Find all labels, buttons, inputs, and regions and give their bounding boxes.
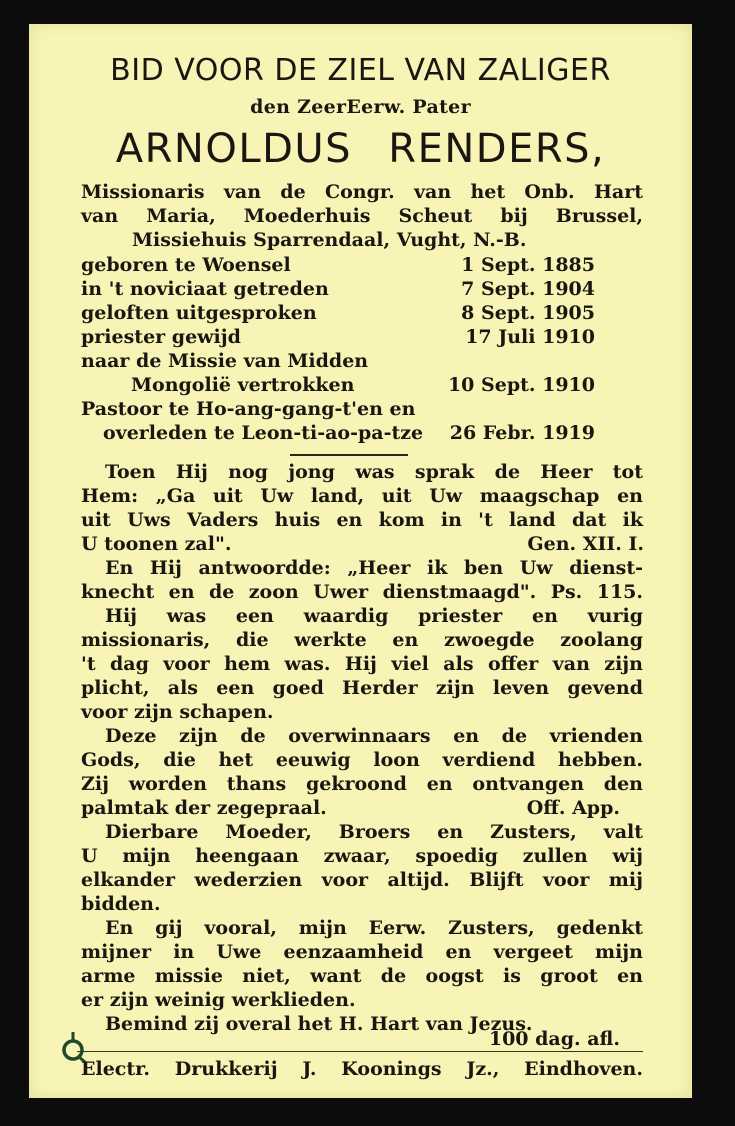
footer-rule xyxy=(77,1051,643,1052)
text-line: U mijn heengaan zwaar, spoedig zullen wij xyxy=(81,845,643,867)
text-line: arme missie niet, want de oogst is groot en xyxy=(81,965,643,987)
event-row xyxy=(81,301,643,325)
card-subheading: den ZeerEerw. Pater xyxy=(250,96,471,118)
event-label: overleden te Leon-ti-ao-pa-tze xyxy=(103,422,424,444)
event-label: Mongolië vertrokken xyxy=(131,374,355,396)
event-label: naar de Missie van Midden xyxy=(81,350,369,372)
bio-line: Missionaris van de Congr. van het Onb. Hart xyxy=(81,181,643,203)
event-date: 7 Sept. 1904 xyxy=(461,278,595,300)
text-line: plicht, als een goed Herder zijn leven gevend xyxy=(81,677,643,699)
event-label: geloften uitgesproken xyxy=(81,302,317,324)
text-line: mijner in Uwe eenzaamheid en vergeet mijn xyxy=(81,941,643,963)
event-date: 10 Sept. 1910 xyxy=(447,374,595,396)
text-line: Hem: „Ga uit Uw land, uit Uw maagschap en xyxy=(81,485,643,507)
event-label: in 't noviciaat getreden xyxy=(81,278,329,300)
event-label: Pastoor te Ho-ang-gang-t'en en xyxy=(81,398,416,420)
event-date: 1 Sept. 1885 xyxy=(461,254,595,276)
separator-rule xyxy=(290,454,408,456)
event-row xyxy=(81,421,643,445)
event-date: 26 Febr. 1919 xyxy=(449,422,595,444)
text-line: 't dag voor hem was. Hij viel als offer van zijn xyxy=(81,653,643,675)
event-row xyxy=(81,325,643,349)
printer-imprint: Electr. Drukkerij J. Koonings Jz., Eindhoven. xyxy=(81,1058,643,1080)
event-row xyxy=(81,349,643,373)
text-line: U toonen zal". xyxy=(81,533,232,555)
text-line: missionaris, die werkte en zwoegde zoolang xyxy=(81,629,643,651)
event-row xyxy=(81,277,643,301)
text-line: Deze zijn de overwinnaars en de vrienden xyxy=(105,725,643,747)
event-row xyxy=(81,253,643,277)
bio-line: Missiehuis Sparrendaal, Vught, N.-B. xyxy=(132,229,527,251)
text-line: palmtak der zegepraal. xyxy=(81,797,327,819)
text-line: Toen Hij nog jong was sprak de Heer tot xyxy=(105,461,643,483)
text-line: Hij was een waardig priester en vurig xyxy=(105,605,643,627)
text-line: knecht en de zoon Uwer dienstmaagd". Ps. 115. xyxy=(81,581,643,603)
text-line: Gods, die het eeuwig loon verdiend hebben. xyxy=(81,749,643,771)
text-line: Zij worden thans gekroond en ontvangen den xyxy=(81,773,643,795)
event-date: 17 Juli 1910 xyxy=(465,326,595,348)
closing-invocation: Bemind zij overal het H. Hart van Jezus. xyxy=(105,1013,533,1035)
event-row xyxy=(81,373,643,397)
text-line: Dierbare Moeder, Broers en Zusters, valt xyxy=(105,821,643,843)
text-line: uit Uws Vaders huis en kom in 't land dat ik xyxy=(81,509,643,531)
prayer-card xyxy=(29,24,692,1098)
event-date: 8 Sept. 1905 xyxy=(461,302,595,324)
text-line: bidden. xyxy=(81,893,161,915)
text-line: er zijn weinig werklieden. xyxy=(81,989,356,1011)
event-row xyxy=(81,397,643,421)
scripture-reference: Off. App. xyxy=(526,797,620,819)
indulgence-note: 100 dag. afl. xyxy=(488,1028,620,1050)
bio-line: van Maria, Moederhuis Scheut bij Brussel, xyxy=(81,205,643,227)
deceased-name: ARNOLDUS RENDERS, xyxy=(115,126,606,172)
scripture-reference: Gen. XII. I. xyxy=(527,533,644,555)
text-line: En Hij antwoordde: „Heer ik ben Uw dienst- xyxy=(105,557,643,579)
text-line: voor zijn schapen. xyxy=(81,701,274,723)
card-heading: BID VOOR DE ZIEL VAN ZALIGER xyxy=(110,53,611,88)
text-line: elkander wederzien voor altijd. Blijft voor mij xyxy=(81,869,643,891)
event-label: priester gewijd xyxy=(81,326,241,348)
event-label: geboren te Woensel xyxy=(81,254,291,276)
text-line: En gij vooral, mijn Eerw. Zusters, gedenkt xyxy=(105,917,643,939)
